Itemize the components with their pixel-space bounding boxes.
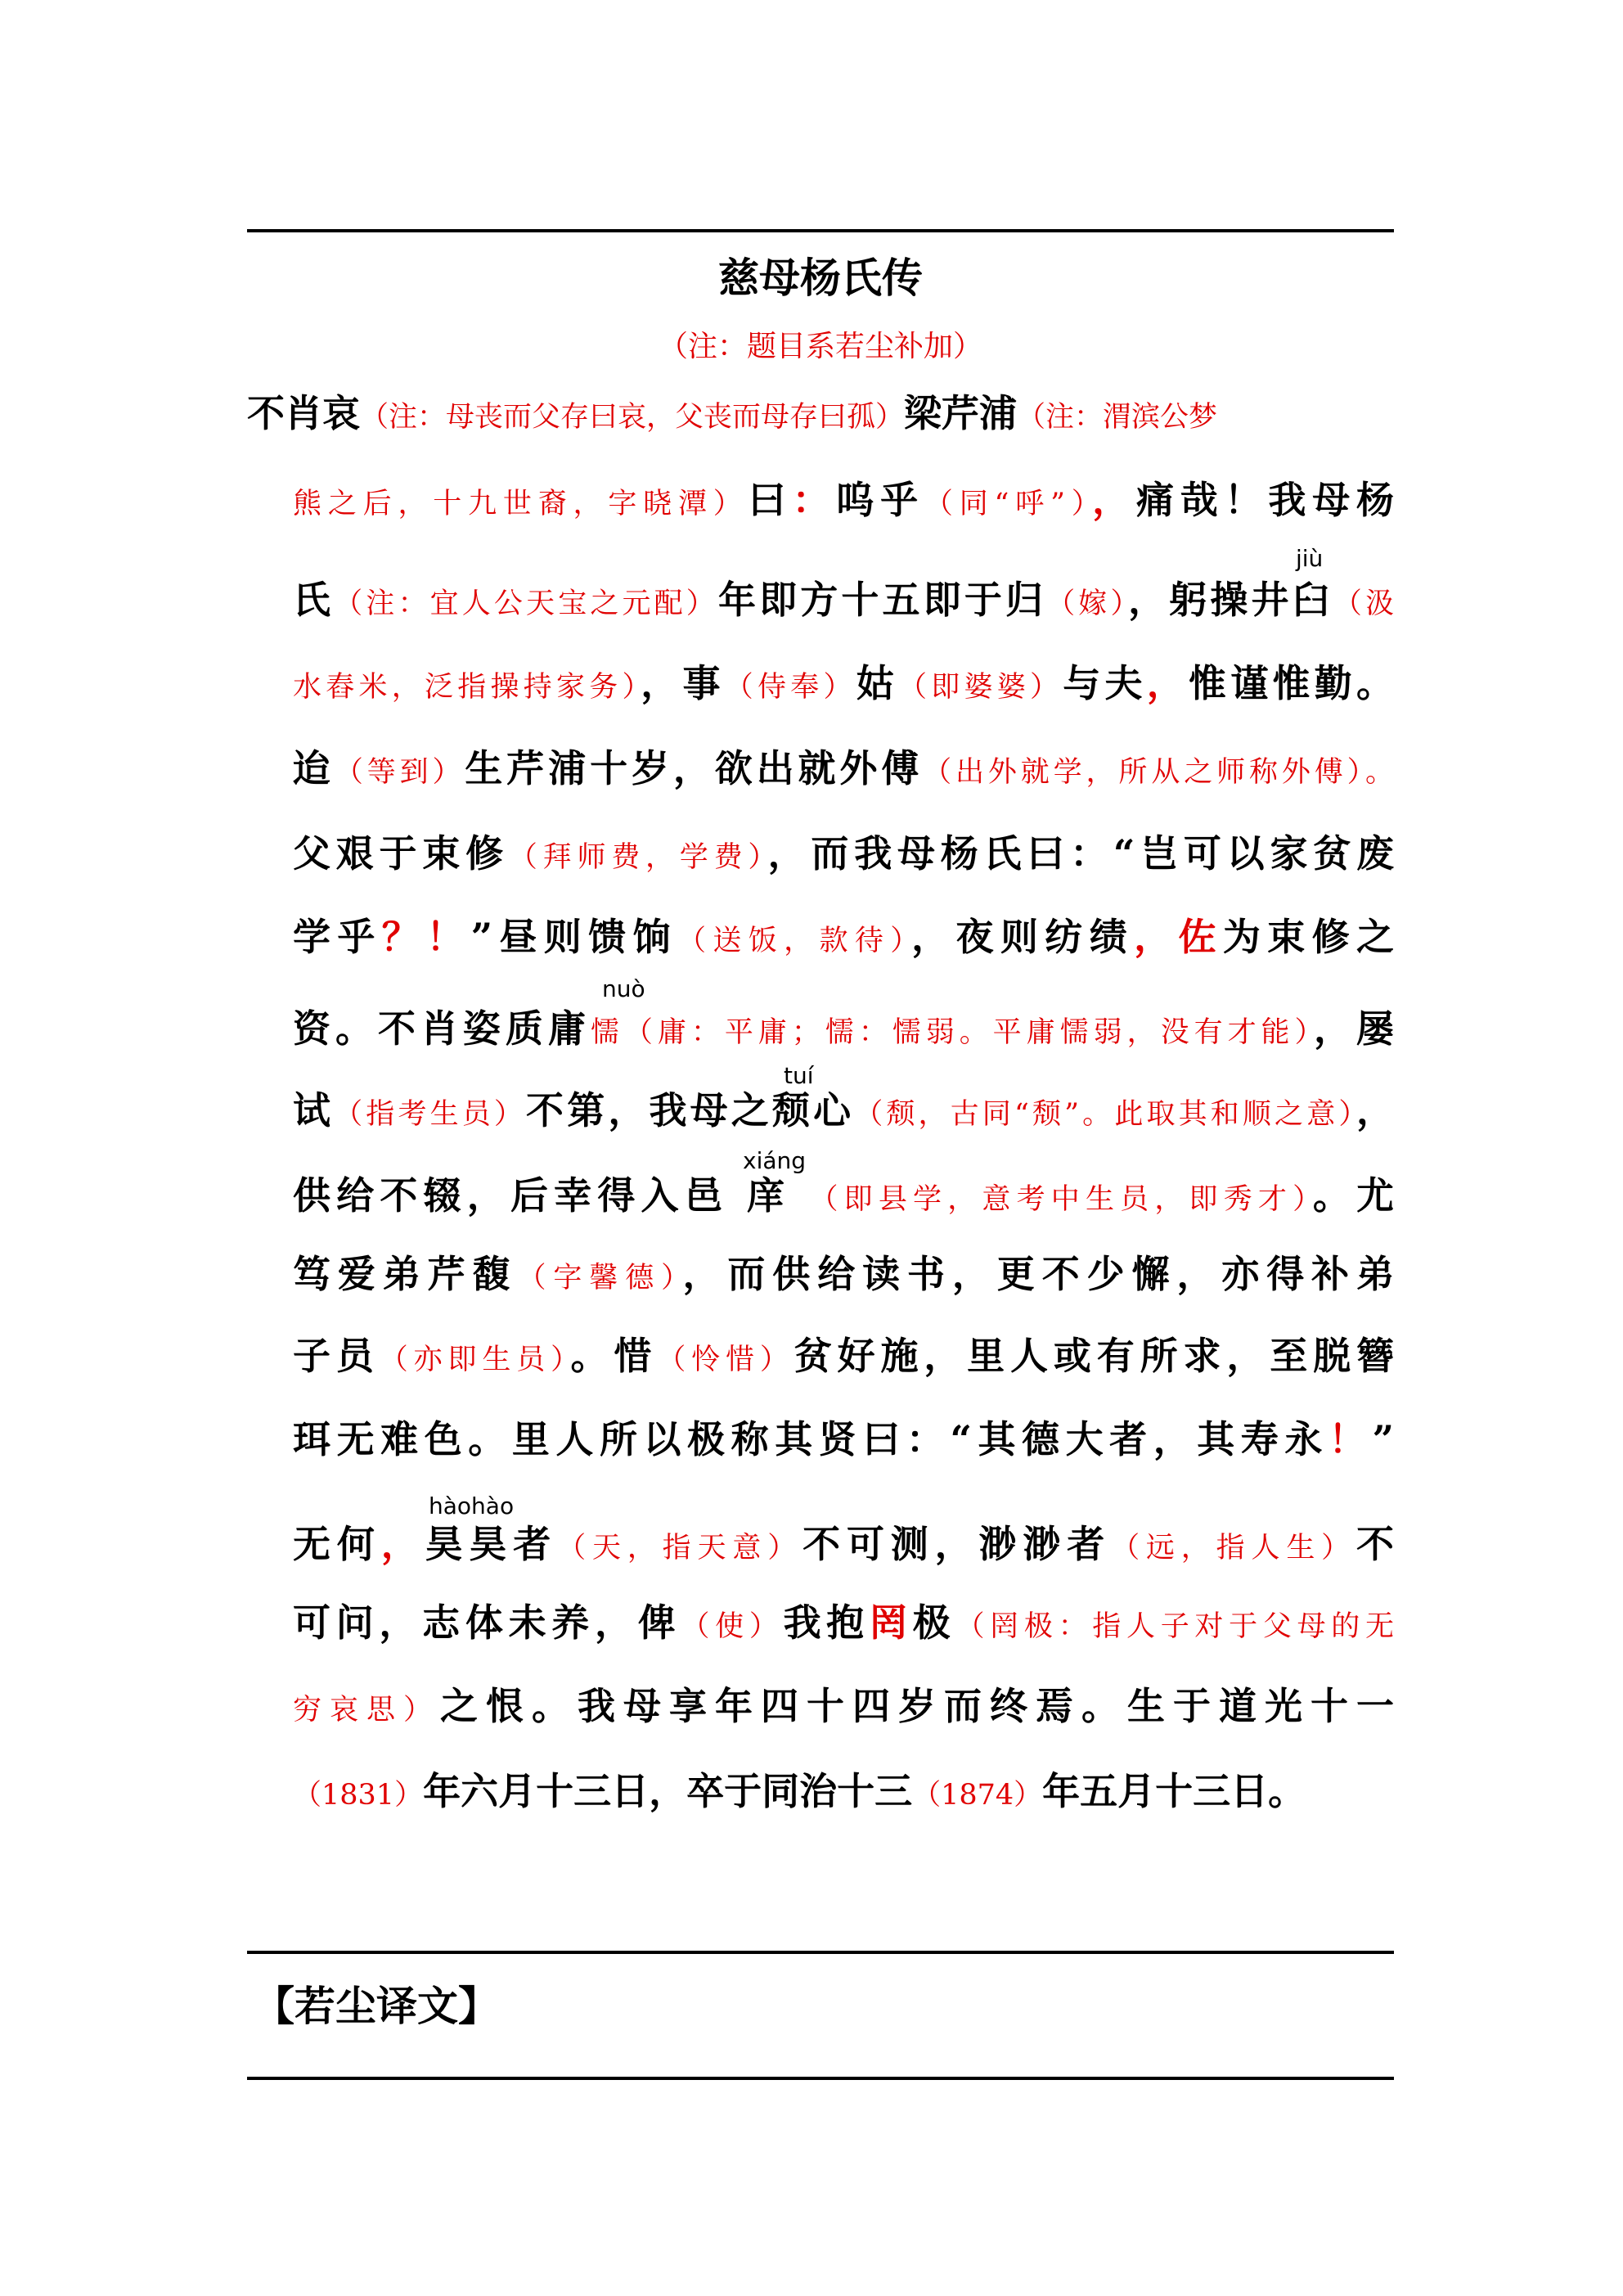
annotation: （注：渭滨公梦 [1017, 401, 1218, 434]
annotation: （注：母丧而父存曰哀，父丧而母存曰孤） [360, 401, 905, 434]
text-segment: 为束修之 [1222, 915, 1395, 959]
document-title: 慈母杨氏传 [718, 254, 923, 302]
text-segment: 我抱 [783, 1600, 870, 1645]
text-segment: ？！ [381, 915, 471, 959]
text-segment: 笃爱弟芹馥 [293, 1252, 518, 1296]
text-segment: 不第，我母之颓心 [526, 1088, 855, 1132]
annotation: （使） [681, 1610, 784, 1643]
annotation: （拜师费，学费） [508, 841, 768, 874]
text-segment: ”昼则馈饷 [470, 915, 677, 959]
text-line [293, 740, 1394, 801]
annotation: （即婆婆） [897, 671, 1063, 704]
text-line [247, 385, 1394, 446]
annotation: （字馨德） [517, 1262, 683, 1294]
text-segment: ，而我母杨氏曰：“岂可以家贫废 [767, 831, 1394, 876]
annotation: （天，指天意） [557, 1532, 803, 1564]
text-segment: ， [1356, 1088, 1394, 1132]
annotation: （侍奉） [724, 671, 856, 704]
annotation: （1874） [912, 1779, 1043, 1812]
annotation: 懦（庸：平庸；懦：懦弱。平庸懦弱，没有才能） [590, 1016, 1315, 1049]
text-segment: 子员 [293, 1334, 380, 1378]
text-segment: 梁芹浦 [904, 391, 1018, 435]
pinyin-nuo: nuò [602, 975, 645, 1002]
text-segment: 试 [293, 1088, 335, 1132]
annotation: （远，指人生） [1111, 1532, 1357, 1564]
pinyin-tui: tuí [784, 1062, 814, 1089]
annotation: （嫁） [1046, 588, 1129, 620]
text-segment: 氏 [293, 578, 335, 622]
bottom-rule [247, 2077, 1394, 2080]
text-segment: 惟谨惟勤。 [1188, 661, 1394, 705]
text-segment: 不 [1356, 1522, 1395, 1566]
annotation: （亦即生员） [379, 1344, 571, 1376]
pinyin-haohao: hàohào [429, 1492, 515, 1519]
pinyin-xiang: xiáng [743, 1147, 807, 1174]
text-line [293, 1763, 1394, 1824]
text-line [293, 1594, 1394, 1655]
annotation: （注：宜人公天宝之元配） [334, 588, 718, 620]
title-note: （注：题目系若尘补加） [658, 330, 982, 363]
text-segment: ， [380, 1522, 425, 1566]
text-line [293, 1515, 1394, 1577]
text-segment: 。惜 [570, 1334, 658, 1378]
text-segment: 学乎 [293, 915, 382, 959]
text-segment: ，屡 [1314, 1006, 1394, 1051]
text-segment: ，夜则纺绩 [911, 915, 1135, 959]
annotation: （等到） [334, 756, 465, 789]
text-segment: ， [1092, 478, 1136, 522]
annotation: （罔极：指人子对于父母的无 [955, 1610, 1394, 1643]
text-segment: 贫好施，里人或有所求，至脱簪 [794, 1334, 1395, 1378]
top-rule [247, 229, 1394, 232]
text-segment: 可问，志体未养，俾 [293, 1600, 681, 1645]
text-segment: 供给不辍，后幸得入邑 庠 [293, 1173, 810, 1218]
text-line [293, 1327, 1394, 1389]
section-heading: 【若尘译文】 [254, 1982, 499, 2030]
annotation: （1831） [293, 1779, 424, 1812]
annotation: （怜惜） [657, 1344, 794, 1376]
annotation: （指考生员） [334, 1098, 527, 1131]
text-segment: 珥无难色。里人所以极称其贤曰：“其德大者，其寿永 [293, 1417, 1329, 1461]
text-segment: 不肖哀 [247, 391, 360, 435]
annotation: （出外就学，所从之师称外傅）。 [923, 756, 1394, 789]
annotation: 水舂米，泛指操持家务） [293, 671, 641, 704]
text-line [293, 655, 1394, 716]
text-segment: 曰 [748, 478, 793, 522]
text-segment: ， [1146, 661, 1189, 705]
text-line [293, 1000, 1394, 1061]
text-line [293, 1082, 1394, 1143]
text-line [293, 825, 1394, 886]
annotation: （颓，古同“颓”。此取其和顺之意） [854, 1098, 1356, 1131]
text-segment: ！ [1328, 1417, 1373, 1461]
text-segment: 迨 [293, 746, 335, 790]
text-segment: 父艰于束修 [293, 831, 509, 876]
text-segment: ” [1372, 1417, 1394, 1461]
text-line [293, 1245, 1394, 1307]
annotation: 穷哀思） [293, 1694, 440, 1727]
text-segment: ： [792, 478, 837, 522]
annotation: （即县学，意考中生员，即秀才） [809, 1183, 1313, 1216]
text-line [293, 1167, 1394, 1228]
annotation: 熊之后，十九世裔，字晓潭） [293, 488, 749, 520]
text-segment: 年即方十五即于归 [717, 578, 1047, 622]
text-segment: 。尤 [1312, 1173, 1395, 1218]
text-segment: 痛哉！我母杨 [1135, 478, 1395, 522]
text-segment: 呜乎 [836, 478, 924, 522]
text-segment: ，躬操井臼 [1128, 578, 1333, 622]
section-rule [247, 1951, 1394, 1954]
text-segment: 罔 [870, 1600, 913, 1645]
annotation: （送饭，款待） [677, 925, 912, 957]
text-segment: 生芹浦十岁，欲出就外傅 [465, 746, 924, 790]
text-segment: 年五月十三日。 [1042, 1769, 1306, 1813]
text-line [293, 471, 1394, 533]
text-segment: 年六月十三日，卒于同治十三 [423, 1769, 913, 1813]
text-line [293, 1411, 1394, 1468]
text-line [293, 1677, 1394, 1739]
text-segment: 无何 [293, 1522, 381, 1566]
text-segment: 昊昊者 [425, 1522, 558, 1566]
text-segment: 姑 [856, 661, 898, 705]
text-line [293, 908, 1394, 970]
text-line [293, 571, 1394, 633]
text-segment: ，而供给读书，更不少懈，亦得补弟 [682, 1252, 1394, 1296]
text-segment: 资。不肖姿质庸 [293, 1006, 591, 1051]
pinyin-jiu: jiù [1296, 545, 1324, 572]
annotation: （汲 [1333, 588, 1394, 620]
text-segment: 极 [912, 1600, 956, 1645]
text-segment: 不可测，渺渺者 [803, 1522, 1112, 1566]
text-segment: ，事 [641, 661, 725, 705]
text-segment: 与夫 [1063, 661, 1147, 705]
text-segment: ，佐 [1134, 915, 1223, 959]
annotation: （同“呼”） [924, 488, 1093, 520]
text-segment: 之恨。我母享年四十四岁而终焉。生于道光十一 [440, 1684, 1394, 1728]
